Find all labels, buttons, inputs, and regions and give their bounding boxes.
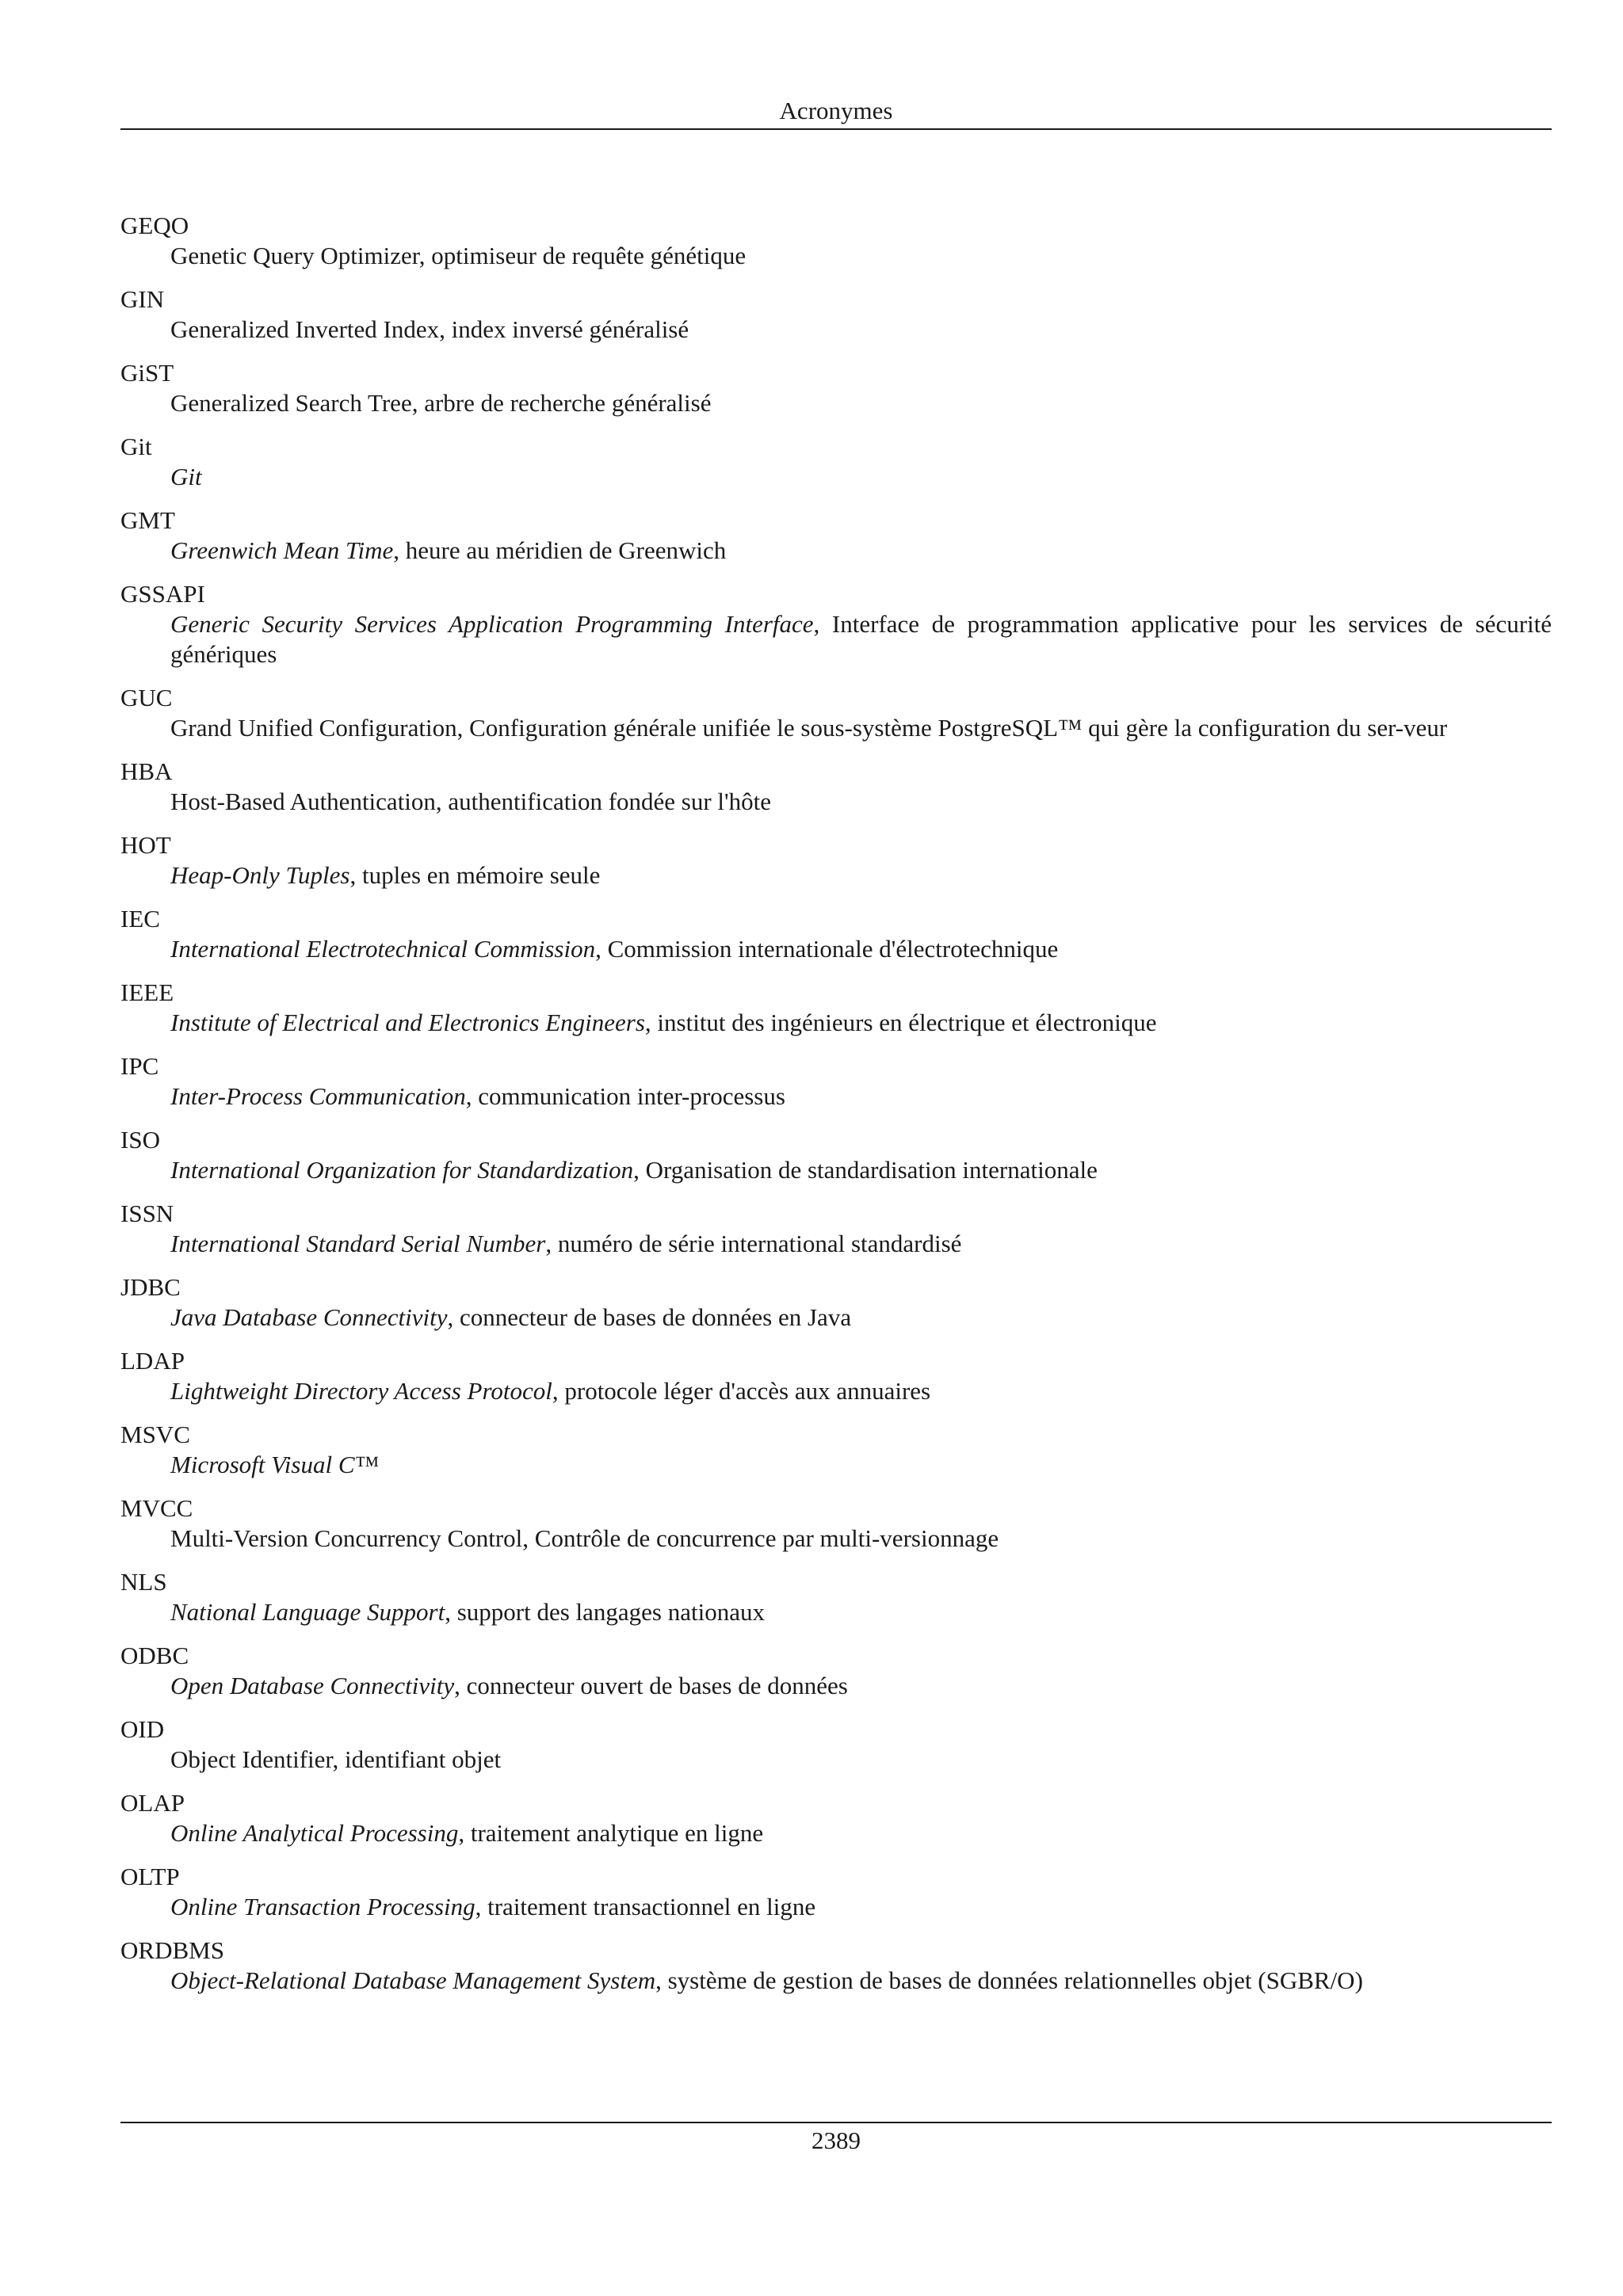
acronym-definition	[170, 1892, 1552, 1922]
acronym-description: Generalized Search Tree, arbre de recherche généralisé	[170, 389, 712, 417]
acronym-entry	[120, 211, 1552, 271]
acronym-term: ISO	[120, 1126, 160, 1154]
acronym-definition	[170, 241, 1552, 271]
acronym-term: NLS	[120, 1568, 167, 1596]
acronym-term: GSSAPI	[120, 580, 205, 608]
acronym-expansion: Git	[170, 463, 202, 490]
acronym-definition	[170, 934, 1552, 964]
acronym-description: , protocole léger d'accès aux annuaires	[552, 1377, 931, 1405]
acronym-definition	[170, 1745, 1552, 1775]
acronym-term: GUC	[120, 684, 173, 711]
acronym-definition	[170, 713, 1552, 743]
acronym-expansion: Lightweight Directory Access Protocol	[170, 1377, 552, 1405]
acronym-entry	[120, 1493, 1552, 1554]
acronym-expansion: Heap-Only Tuples	[170, 861, 350, 889]
acronym-expansion: Object-Relational Database Management System	[170, 1966, 656, 1994]
acronym-term: IEEE	[120, 978, 174, 1006]
acronym-term: IEC	[120, 905, 160, 933]
acronym-definition	[170, 860, 1552, 891]
acronym-entry	[120, 1862, 1552, 1922]
acronym-expansion: Online Transaction Processing	[170, 1893, 475, 1920]
acronym-term: ISSN	[120, 1199, 174, 1227]
acronym-entry	[120, 1125, 1552, 1185]
acronym-description: Host-Based Authentication, authentification fondée sur l'hôte	[170, 788, 772, 815]
acronym-term: OLTP	[120, 1863, 180, 1890]
acronym-entry	[120, 1199, 1552, 1259]
acronym-definition	[170, 388, 1552, 418]
acronym-entry	[120, 1641, 1552, 1701]
acronym-list	[120, 211, 1552, 2009]
acronym-description: , numéro de série international standardisé	[545, 1230, 962, 1257]
acronym-definition	[170, 1450, 1552, 1480]
acronym-definition	[170, 315, 1552, 345]
acronym-description: Genetic Query Optimizer, optimiseur de requête génétique	[170, 242, 747, 269]
acronym-entry	[120, 1420, 1552, 1480]
acronym-definition	[170, 1376, 1552, 1406]
acronym-entry	[120, 284, 1552, 345]
acronym-term: GEQO	[120, 212, 189, 239]
acronym-definition	[170, 1818, 1552, 1848]
acronym-definition	[170, 1524, 1552, 1554]
acronym-term: IPC	[120, 1052, 159, 1080]
acronym-definition	[170, 1966, 1552, 1996]
acronym-expansion: Open Database Connectivity	[170, 1672, 455, 1699]
acronym-entry	[120, 1788, 1552, 1848]
acronym-entry	[120, 1272, 1552, 1333]
acronym-description: , connecteur de bases de données en Java	[447, 1303, 852, 1331]
acronym-expansion: International Electrotechnical Commission	[170, 935, 596, 963]
acronym-description: Object Identifier, identifiant objet	[170, 1745, 502, 1773]
acronym-term: OID	[120, 1715, 165, 1743]
acronym-term: HBA	[120, 757, 173, 785]
acronym-description: , Organisation de standardisation internationale	[633, 1156, 1098, 1184]
acronym-term: GMT	[120, 506, 175, 534]
acronym-entry	[120, 579, 1552, 669]
acronym-entry	[120, 978, 1552, 1038]
acronym-description: Grand Unified Configuration, Configuration générale unifiée le sous-système PostgreSQL™ qui gère la configuration du ser-veur	[170, 714, 1448, 742]
acronym-definition	[170, 1671, 1552, 1701]
acronym-entry	[120, 683, 1552, 743]
acronym-description: Generalized Inverted Index, index inversé généralisé	[170, 315, 689, 343]
acronym-entry	[120, 757, 1552, 817]
acronym-term: GiST	[120, 359, 174, 387]
header-title: Acronymes	[779, 97, 893, 124]
acronym-term: LDAP	[120, 1347, 185, 1375]
acronym-definition	[170, 1302, 1552, 1333]
acronym-definition	[170, 1155, 1552, 1185]
acronym-entry	[120, 505, 1552, 566]
acronym-expansion: International Organization for Standardization	[170, 1156, 634, 1184]
running-header	[120, 93, 1552, 130]
acronym-description: Multi-Version Concurrency Control, Contrôle de concurrence par multi-versionnage	[170, 1524, 999, 1552]
acronym-term: ORDBMS	[120, 1936, 224, 1964]
acronym-term: Git	[120, 433, 152, 460]
acronym-entry	[120, 432, 1552, 492]
acronym-term: HOT	[120, 831, 171, 859]
acronym-term: ODBC	[120, 1642, 189, 1669]
acronym-entry	[120, 1936, 1552, 1996]
acronym-description: , heure au méridien de Greenwich	[393, 536, 727, 564]
acronym-description: , connecteur ouvert de bases de données	[454, 1672, 848, 1699]
acronym-expansion: International Standard Serial Number	[170, 1230, 546, 1257]
acronym-description: , institut des ingénieurs en électrique et électronique	[644, 1009, 1157, 1036]
acronym-entry	[120, 1567, 1552, 1627]
footer-divider	[120, 2122, 1552, 2123]
acronym-expansion: Inter-Process Communication	[170, 1082, 466, 1110]
acronym-definition	[170, 462, 1552, 492]
acronym-term: OLAP	[120, 1789, 185, 1817]
acronym-definition	[170, 609, 1552, 669]
acronym-definition	[170, 1008, 1552, 1038]
acronym-definition	[170, 1597, 1552, 1627]
acronym-entry	[120, 1346, 1552, 1406]
acronym-description: , système de gestion de bases de données relationnelles objet (SGBR/O)	[655, 1966, 1363, 1994]
acronym-entry	[120, 1714, 1552, 1775]
page-number: 2389	[812, 2126, 861, 2154]
acronym-definition	[170, 787, 1552, 817]
acronym-description: , traitement analytique en ligne	[458, 1819, 764, 1847]
acronym-term: GIN	[120, 285, 165, 313]
acronym-description: , tuples en mémoire seule	[349, 861, 601, 889]
acronym-description: , communication inter-processus	[465, 1082, 785, 1110]
acronym-entry	[120, 830, 1552, 891]
acronym-definition	[170, 1081, 1552, 1112]
acronym-expansion: Greenwich Mean Time	[170, 536, 394, 564]
acronym-expansion: National Language Support	[170, 1598, 445, 1626]
acronym-description: , Interface de programmation applicative pour les services de sécurité génériques	[170, 610, 1552, 668]
acronym-expansion: Online Analytical Processing	[170, 1819, 459, 1847]
acronym-description: , Commission internationale d'électrotechnique	[595, 935, 1059, 963]
acronym-description: , support des langages nationaux	[445, 1598, 765, 1626]
acronym-term: MVCC	[120, 1494, 193, 1522]
acronym-expansion: Microsoft Visual C™	[170, 1451, 379, 1478]
acronym-term: MSVC	[120, 1421, 190, 1448]
acronym-expansion: Generic Security Services Application Programming Interface	[170, 610, 814, 638]
acronym-definition	[170, 1229, 1552, 1259]
acronym-entry	[120, 358, 1552, 418]
acronym-definition	[170, 536, 1552, 566]
acronym-expansion: Java Database Connectivity	[170, 1303, 448, 1331]
acronym-term: JDBC	[120, 1273, 181, 1301]
acronym-expansion: Institute of Electrical and Electronics Engineers	[170, 1009, 645, 1036]
acronym-description: , traitement transactionnel en ligne	[475, 1893, 816, 1920]
acronym-entry	[120, 1051, 1552, 1112]
acronym-entry	[120, 904, 1552, 964]
